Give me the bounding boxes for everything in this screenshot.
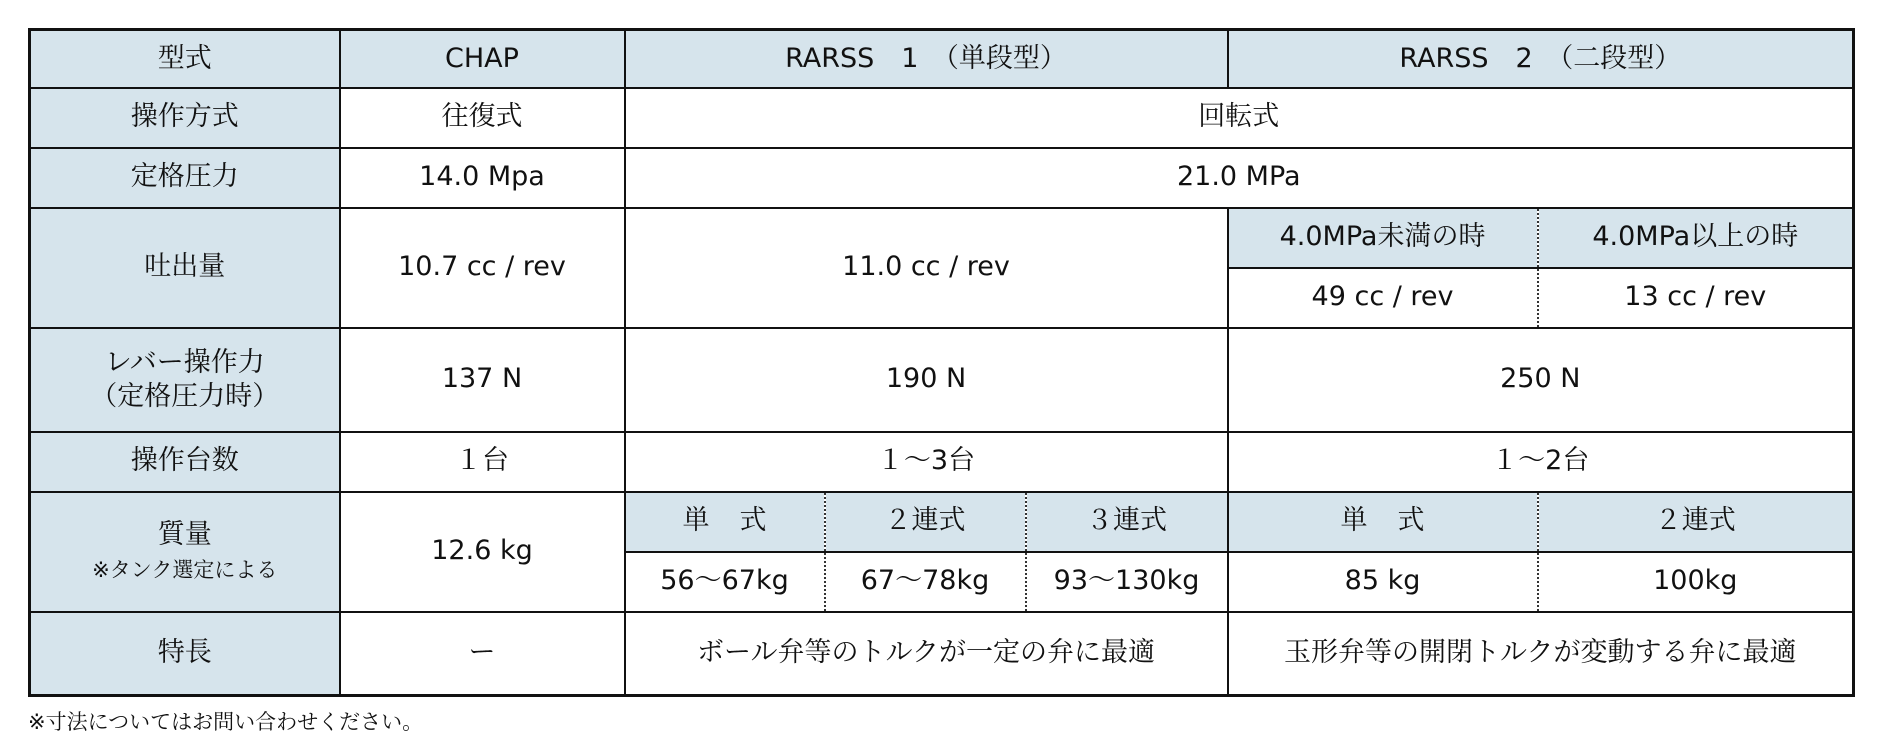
- cell-chap-mass: 12.6 kg: [340, 492, 625, 612]
- spec-table: [28, 28, 1855, 697]
- cell-rarss2-mass-double: 100kg: [1538, 552, 1854, 612]
- cell-rarss2-mass-single: 85 kg: [1228, 552, 1538, 612]
- cell-rarss2-units: １～2台: [1228, 432, 1854, 492]
- row-label-mass: [30, 492, 340, 612]
- rarss2-single-label-b: 式: [1397, 505, 1425, 537]
- row-label-units: 操作台数: [30, 432, 340, 492]
- header-chap: CHAP: [340, 30, 625, 88]
- header-rarss2: RARSS 2 （二段型）: [1228, 30, 1854, 88]
- sub-header-rarss1-single: [625, 492, 825, 552]
- row-label-features: 特長: [30, 612, 340, 696]
- row-label-model: 型式: [30, 30, 340, 88]
- row-label-operation-method: 操作方式: [30, 88, 340, 148]
- cell-chap-operation-method: 往復式: [340, 88, 625, 148]
- lever-force-label-line2: （定格圧力時）: [90, 380, 280, 412]
- cell-rarss2-features: 玉形弁等の開閉トルクが変動する弁に最適: [1228, 612, 1854, 696]
- sub-header-rarss1-triple: ３連式: [1026, 492, 1228, 552]
- cell-rarss1-discharge: 11.0 cc / rev: [625, 208, 1228, 328]
- cell-rarss1-units: １～3台: [625, 432, 1228, 492]
- row-label-discharge: 吐出量: [30, 208, 340, 328]
- cell-rarss1-lever-force: 190 N: [625, 328, 1228, 432]
- table-row: [30, 208, 1854, 268]
- rarss1-single-label-a: 単: [682, 505, 710, 537]
- mass-label: 質量: [157, 518, 212, 550]
- cell-chap-features: ー: [340, 612, 625, 696]
- sub-header-rarss1-double: ２連式: [825, 492, 1026, 552]
- mass-note: ※タンク選定による: [92, 557, 278, 582]
- cell-rarss1-features: ボール弁等のトルクが一定の弁に最適: [625, 612, 1228, 696]
- header-rarss1: RARSS 1 （単段型）: [625, 30, 1228, 88]
- table-row: [30, 432, 1854, 492]
- rarss2-single-label-a: 単: [1340, 505, 1368, 537]
- sub-header-below-4mpa: 4.0MPa未満の時: [1228, 208, 1538, 268]
- row-label-lever-force: [30, 328, 340, 432]
- cell-rarss-rated-pressure: 21.0 MPa: [625, 148, 1854, 208]
- lever-force-label-line1: レバー操作力: [104, 346, 265, 378]
- table-row: [30, 88, 1854, 148]
- footnote: ※寸法についてはお問い合わせください。: [28, 710, 424, 734]
- cell-rarss1-mass-single: 56～67kg: [625, 552, 825, 612]
- cell-chap-rated-pressure: 14.0 Mpa: [340, 148, 625, 208]
- cell-chap-discharge: 10.7 cc / rev: [340, 208, 625, 328]
- cell-rarss2-discharge-below: 49 cc / rev: [1228, 268, 1538, 328]
- cell-rarss-operation-method: 回転式: [625, 88, 1854, 148]
- table-row: [30, 492, 1854, 552]
- row-label-rated-pressure: 定格圧力: [30, 148, 340, 208]
- table-row: [30, 612, 1854, 696]
- sub-header-rarss2-single: [1228, 492, 1538, 552]
- sub-header-above-4mpa: 4.0MPa以上の時: [1538, 208, 1854, 268]
- cell-chap-lever-force: 137 N: [340, 328, 625, 432]
- cell-rarss1-mass-triple: 93～130kg: [1026, 552, 1228, 612]
- table-row: [30, 148, 1854, 208]
- cell-rarss2-discharge-above: 13 cc / rev: [1538, 268, 1854, 328]
- rarss1-single-label-b: 式: [739, 505, 767, 537]
- cell-rarss2-lever-force: 250 N: [1228, 328, 1854, 432]
- sub-header-rarss2-double: ２連式: [1538, 492, 1854, 552]
- cell-rarss1-mass-double: 67～78kg: [825, 552, 1026, 612]
- table-row: [30, 328, 1854, 432]
- header-row: [30, 30, 1854, 88]
- cell-chap-units: １台: [340, 432, 625, 492]
